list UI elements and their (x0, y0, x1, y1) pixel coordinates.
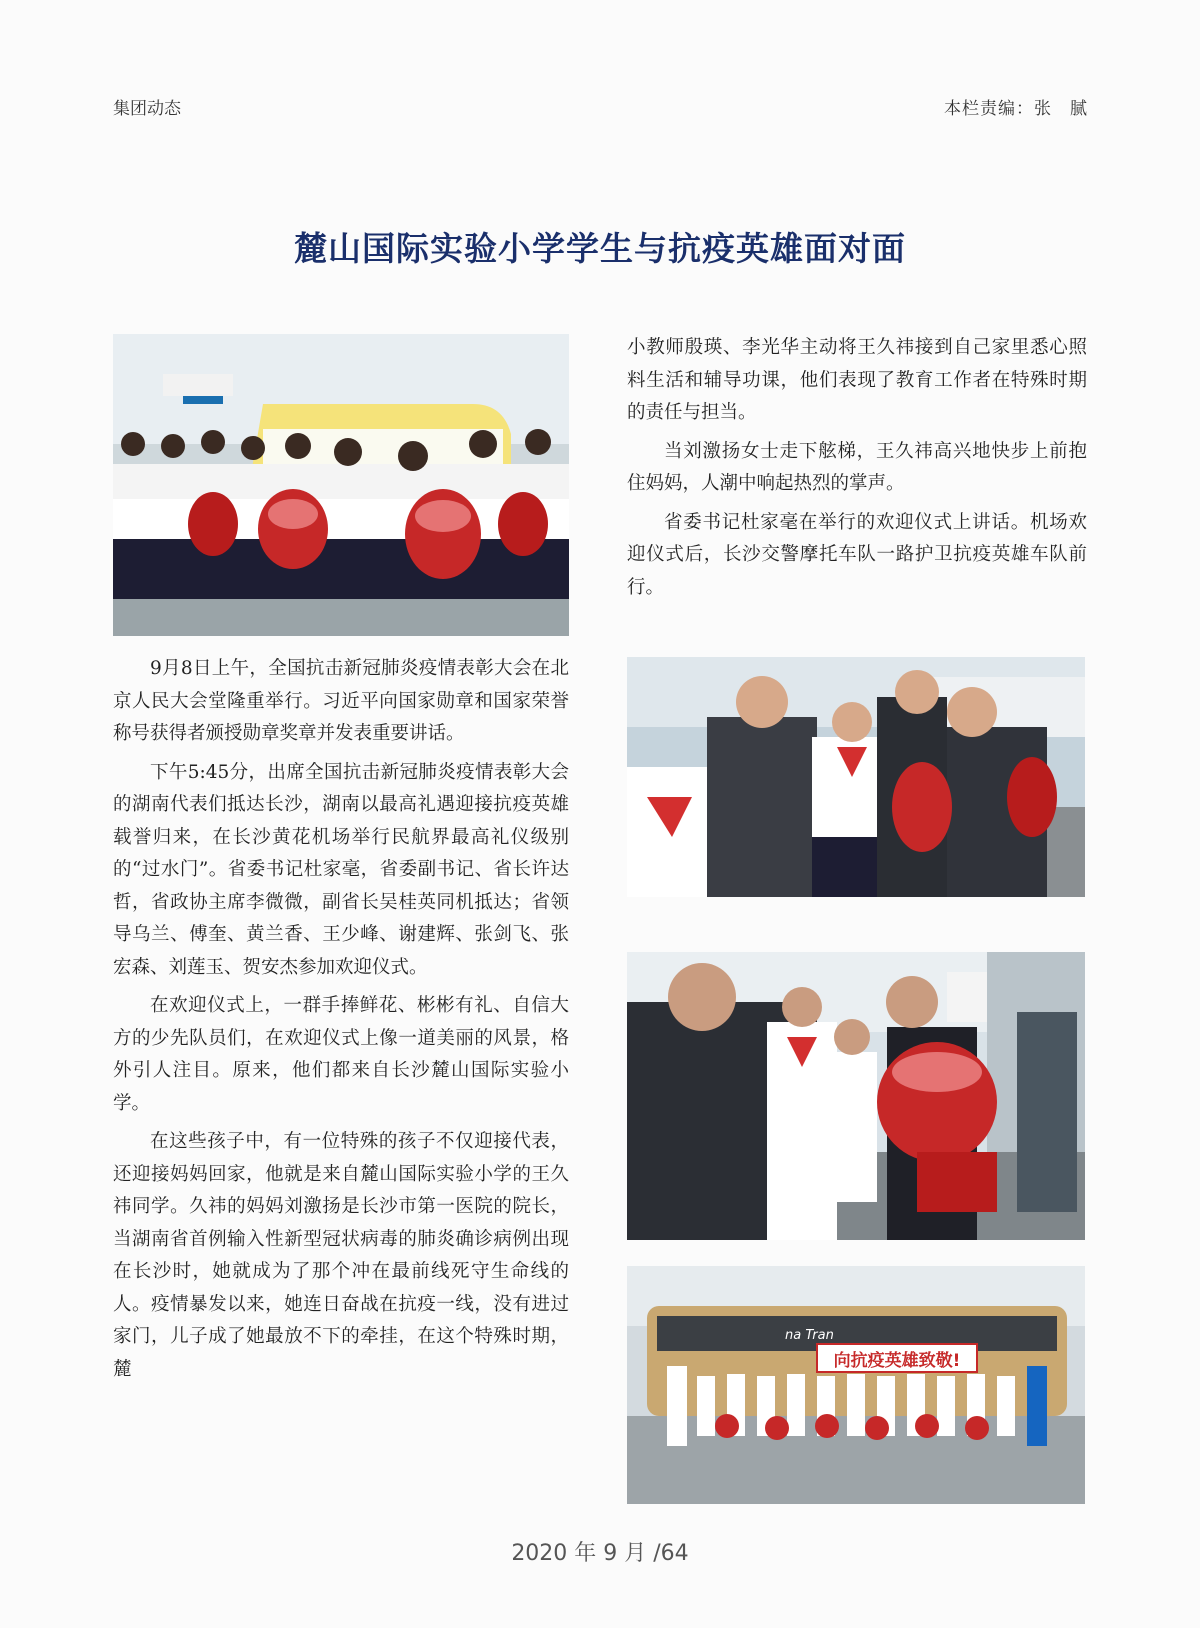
paragraph: 9月8日上午，全国抗击新冠肺炎疫情表彰大会在北京人民大会堂隆重举行。习近平向国家勋章和国家荣誉称号获得者颁授勋章奖章并发表重要讲话。 (113, 658, 569, 744)
paragraph: 下午5:45分，出席全国抗击新冠肺炎疫情表彰大会的湖南代表们抵达长沙，湖南以最高礼遇迎接抗疫英雄载誉归来，在长沙黄花机场举行民航界最高礼仪级别的“过水门”。省委书记杜家毫，省委副书记、省长许达哲，省政协主席李微微，副省长吴桂英同机抵达；省领导乌兰、傅奎、黄兰香、王少峰、谢建辉、张剑飞、张宏森、刘莲玉、贺安杰参加欢迎仪式。 (113, 761, 569, 978)
photo-handshake-flowers (627, 952, 1085, 1240)
photo-officials-greeting (627, 657, 1085, 897)
paragraph: 在这些孩子中，有一位特殊的孩子不仅迎接代表，还迎接妈妈回家，他就是来自麓山国际实验小学的王久祎同学。久祎的妈妈刘激扬是长沙市第一医院的院长，当湖南省首例输入性新型冠状病毒的肺炎确诊病例出现在长沙时，她就成为了那个冲在最前线死守生命线的人。疫情暴发以来，她连日奋战在抗疫一线，没有进过家门，儿子成了她最放不下的牵挂，在这个特殊时期，麓 (113, 1131, 569, 1380)
page-footer: 2020 年 9 月 /64 (511, 1541, 689, 1566)
bus-text: na Tran (785, 1328, 834, 1343)
article-title: 麓山国际实验小学学生与抗疫英雄面对面 (294, 229, 906, 268)
paragraph: 在欢迎仪式上，一群手捧鲜花、彬彬有礼、自信大方的少先队员们，在欢迎仪式上像一道美丽的风景，格外引人注目。原来，他们都来自长沙麓山国际实验小学。 (113, 995, 569, 1114)
editor-credit: 本栏责编：张 腻 (944, 99, 1088, 119)
paragraph: 省委书记杜家毫在举行的欢迎仪式上讲话。机场欢迎仪式后，长沙交警摩托车队一路护卫抗疫英雄车队前行。 (627, 511, 1087, 598)
banner-text: 向抗疫英雄致敬! (833, 1351, 961, 1371)
left-column (113, 653, 569, 1392)
photo-students-with-flowers (113, 334, 569, 636)
paragraph: 当刘激扬女士走下舷梯，王久祎高兴地快步上前抱住妈妈，人潮中响起热烈的掌声。 (627, 440, 1087, 494)
paragraph: 小教师殷瑛、李光华主动将王久祎接到自己家里悉心照料生活和辅导功课，他们表现了教育工作者在特殊时期的责任与担当。 (627, 337, 1087, 423)
section-label: 集团动态 (113, 99, 181, 119)
photo-group-bus (627, 1266, 1085, 1504)
right-column (627, 332, 1087, 610)
